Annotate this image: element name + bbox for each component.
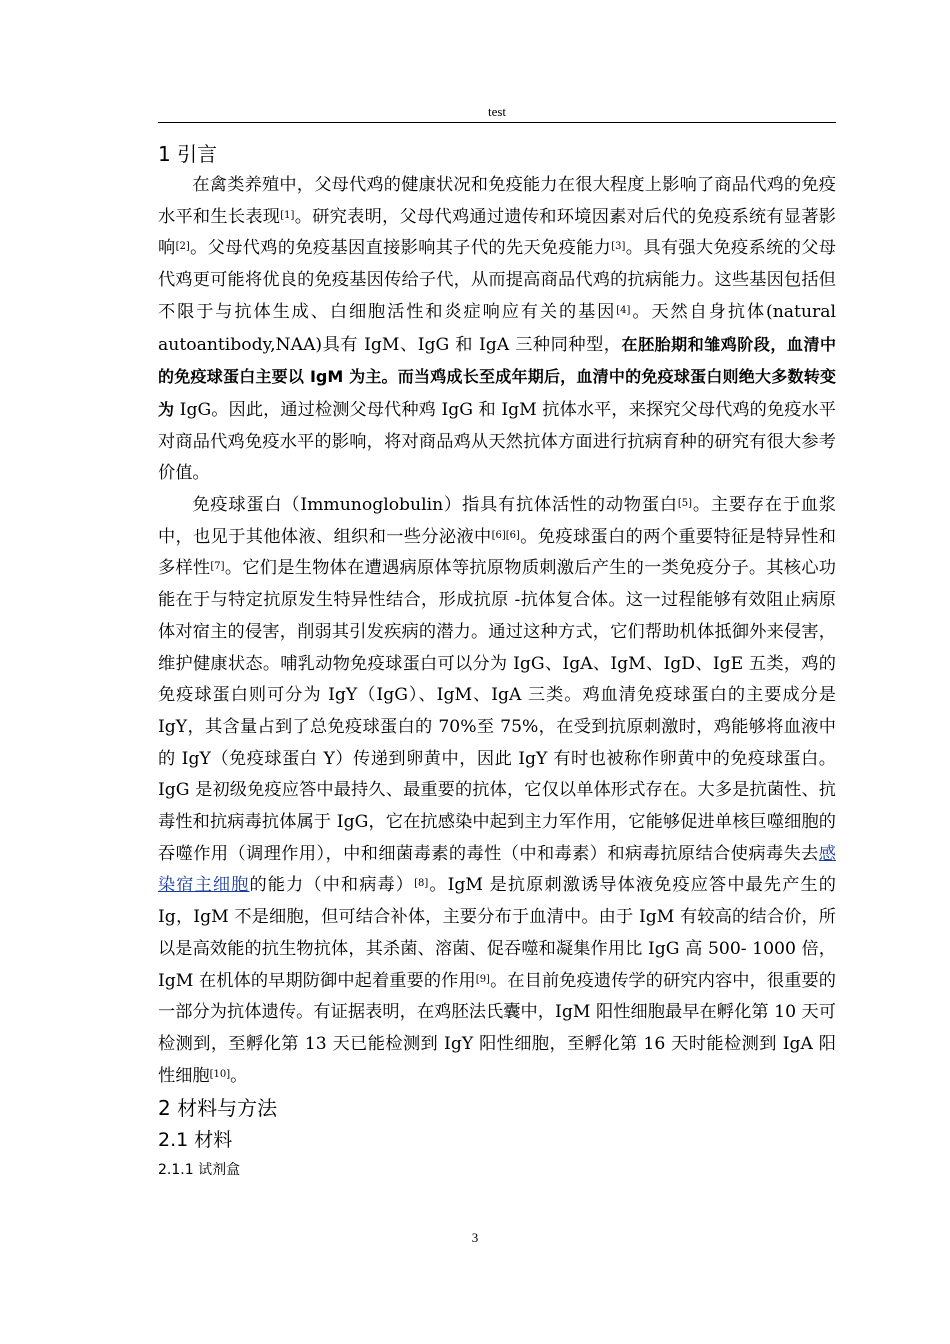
text-run: 的能力（中和病毒） <box>249 875 415 896</box>
section-heading-methods: 2 材料与方法 <box>158 1096 278 1121</box>
text-run: 。它们是生物体在遭遇病原体等抗原物质刺激后产生的一类免疫分子。其核心功能在于与特定抗原发生特异性结合，形成抗原 -抗体复合体。这一过程能够有效阻止病原体对宿主的侵害，削弱其引发疾病的潜力。通过这种方式，它们帮助机体抵御外来侵害，维护健康状态。哺乳动物免疫球蛋白可以分为 IgG、IgA、IgM、IgD、IgE 五类，鸡的免疫球蛋白则可分为 IgY（IgG）、IgM、IgA 三类。鸡血清免疫球蛋白的主要成分是 IgY，其含量占到了总免疫球蛋白的 70%至 75%，在受到抗原刺激时，鸡能够将血液中的 IgY（免疫球蛋白 Y）传递到卵黄中，因此 IgY 有时也被称作卵黄中的免疫球蛋白。IgG 是初级免疫应答中最持久、最重要的抗体，它仅以单体形式存在。大多是抗菌性、抗毒性和抗病毒抗体属于 IgG，它在抗感染中起到主力军作用，它能够促进单核巨噬细胞的吞噬作用（调理作用），中和细菌毒素的毒性（中和毒素）和病毒抗原结合使病毒失去 <box>158 558 836 864</box>
paragraph-1 <box>158 170 836 490</box>
text-run: IgG。因此，通过检测父母代种鸡 IgG 和 IgM 抗体水平，来探究父母代鸡的免疫水平对商品代鸡免疫水平的影响，将对商品鸡从天然抗体方面进行抗病育种的研究有很大参考价值。 <box>158 399 836 484</box>
text-run: 。免疫球蛋白的两个重要特征是特异性和多样性 <box>158 526 836 579</box>
citation: [2] <box>175 241 190 253</box>
text-run: 。天然自身抗体(natural autoantibody,NAA)具有 IgM、IgG 和 IgA 三种同种型， <box>158 301 836 355</box>
bold-text-run: 在胚胎期和雏鸡阶段，血清中的免疫球蛋白主要以 IgM 为主。而当鸡成长至成年期后，血清中的免疫球蛋白则绝大多数转变为 <box>158 334 836 419</box>
citation: [8] <box>414 878 429 890</box>
citation: [1] <box>280 209 295 221</box>
page-number: 3 <box>471 1230 479 1245</box>
citation: [3] <box>611 241 626 253</box>
citation: [10] <box>209 1068 231 1080</box>
citation: [4] <box>616 304 631 316</box>
subsubsection-heading-kit: 2.1.1 试剂盒 <box>158 1162 241 1179</box>
text-run: 。主要存在于血浆中，也见于其他体液、组织和一些分泌液中 <box>158 495 836 547</box>
citation: [5] <box>677 498 693 510</box>
text-run: 。IgM 是抗原刺激诱导体液免疫应答中最先产生的 Ig，IgM 不是细胞，但可结合补体，主要分布于血清中。由于 IgM 有较高的结合价，所以是高效能的抗生物抗体，其杀菌、溶菌、促吞噬和凝集作用比 IgG 高 500- 1000 倍，IgM 在机体的早期防御中起着重要的作用 <box>158 875 836 991</box>
text-run: 。 <box>230 1065 248 1086</box>
citation: [7] <box>210 561 225 573</box>
header-rule <box>158 122 836 123</box>
citation: [6][6] <box>491 529 520 541</box>
text-run: 免疫球蛋白（Immunoglobulin）指具有抗体活性的动物蛋白 <box>192 495 678 516</box>
subsection-heading-materials: 2.1 材料 <box>158 1129 233 1152</box>
hyperlink-infect-host-cell[interactable]: 感染宿主细胞 <box>158 843 836 896</box>
text-run: 在禽类养殖中，父母代鸡的健康状况和免疫能力在很大程度上影响了商品代鸡的免疫水平和生长表现 <box>158 175 836 227</box>
text-run: 。在目前免疫遗传学的研究内容中，很重要的一部分为抗体遗传。有证据表明，在鸡胚法氏囊中，IgM 阳性细胞最早在孵化第 10 天可检测到，至孵化第 13 天已能检测到 IgY 阳性细胞，至孵化第 16 天时能检测到 IgA 阳性细胞 <box>158 970 836 1086</box>
section-heading-intro: 1 引言 <box>158 142 218 166</box>
text-run: 。父母代鸡的免疫基因直接影响其子代的先天免疫能力 <box>189 238 612 259</box>
document-body <box>158 138 836 1184</box>
page-header: test <box>487 104 507 119</box>
text-run: 。具有强大免疫系统的父母代鸡更可能将优良的免疫基因传给子代，从而提高商品代鸡的抗病能力。这些基因包括但不限于与抗体生成、白细胞活性和炎症响应有关的基因 <box>158 238 836 322</box>
paragraph-2 <box>158 490 836 1092</box>
text-run: 。研究表明，父母代鸡通过遗传和环境因素对后代的免疫系统有显著影响 <box>158 206 836 259</box>
citation: [9] <box>475 973 490 985</box>
